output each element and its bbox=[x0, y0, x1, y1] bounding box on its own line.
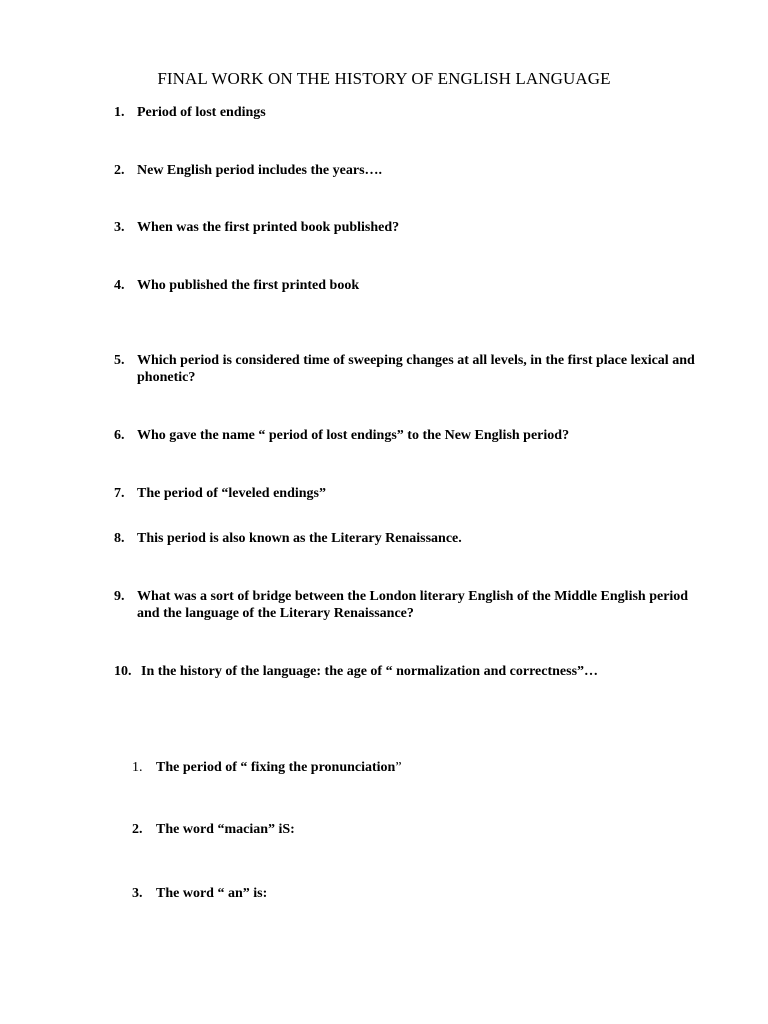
sub-question-text bbox=[156, 759, 692, 776]
sub-question-3 bbox=[132, 885, 692, 902]
question-5 bbox=[114, 352, 714, 386]
question-1 bbox=[114, 104, 714, 121]
question-number: 10. bbox=[114, 664, 132, 679]
sub-question-text: The word “ an” is: bbox=[156, 886, 268, 901]
question-text: Who published the first printed book bbox=[137, 278, 360, 293]
sub-question-number: 2. bbox=[132, 822, 143, 837]
question-text: New English period includes the years…. bbox=[137, 163, 383, 178]
question-text: When was the first printed book published? bbox=[137, 220, 400, 235]
question-number: 9. bbox=[114, 589, 125, 604]
question-text: The period of “leveled endings” bbox=[137, 486, 327, 501]
question-number: 8. bbox=[114, 531, 125, 546]
question-number: 7. bbox=[114, 486, 125, 501]
question-number: 4. bbox=[114, 278, 125, 293]
question-7 bbox=[114, 485, 714, 502]
question-4 bbox=[114, 277, 714, 294]
sub-question-number: 1. bbox=[132, 760, 143, 775]
question-number: 6. bbox=[114, 428, 125, 443]
question-text: Period of lost endings bbox=[137, 105, 266, 120]
sub-question-closing-quote: ” bbox=[395, 760, 402, 775]
question-text: Which period is considered time of sweeping changes at all levels, in the first place lexical and phonetic? bbox=[137, 353, 695, 385]
question-text: This period is also known as the Literary Renaissance. bbox=[137, 531, 462, 546]
sub-question-text: The word “macian” iS: bbox=[156, 822, 295, 837]
question-text: What was a sort of bridge between the London literary English of the Middle English period and the language of the Literary Renaissance? bbox=[137, 589, 689, 621]
question-8 bbox=[114, 530, 714, 547]
sub-question-1 bbox=[132, 759, 692, 776]
question-6 bbox=[114, 427, 714, 444]
sub-question-2 bbox=[132, 821, 692, 838]
question-10 bbox=[114, 663, 714, 680]
document-title: FINAL WORK ON THE HISTORY OF ENGLISH LANGUAGE bbox=[157, 69, 611, 88]
question-3 bbox=[114, 219, 714, 236]
sub-question-text-main: The period of “ fixing the pronunciation bbox=[156, 760, 396, 775]
question-2 bbox=[114, 162, 714, 179]
question-9 bbox=[114, 588, 714, 622]
sub-question-number: 3. bbox=[132, 886, 143, 901]
question-number: 2. bbox=[114, 163, 125, 178]
question-number: 3. bbox=[114, 220, 125, 235]
question-number: 5. bbox=[114, 353, 125, 368]
question-text: In the history of the language: the age of “ normalization and correctness”… bbox=[141, 664, 599, 679]
question-number: 1. bbox=[114, 105, 125, 120]
question-text: Who gave the name “ period of lost endings” to the New English period? bbox=[137, 428, 570, 443]
